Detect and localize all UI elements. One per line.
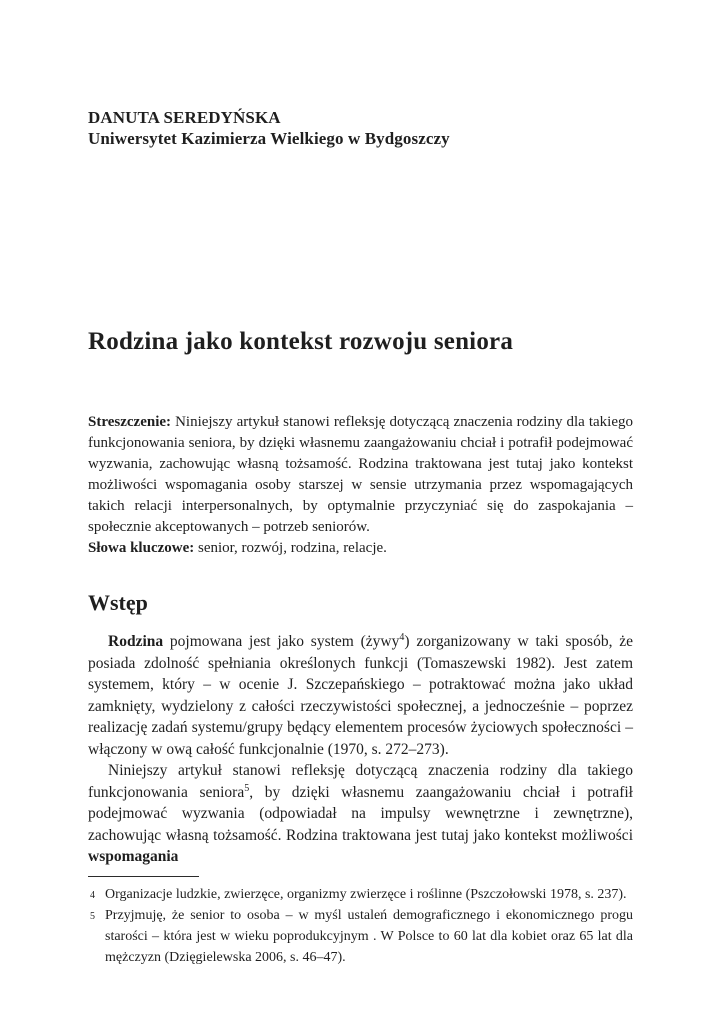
footnote-5-marker: 5 xyxy=(90,910,95,922)
footnote-reference-5: 5 xyxy=(244,782,250,794)
footnote-4-marker: 4 xyxy=(90,889,95,901)
abstract-text: Niniejszy artykuł stanowi refleksję dotyczącą znaczenia rodziny dla takiego funkcjonowania seniora, by dzięki własnemu zaangażowaniu chciał i potrafił podejmować wyzwania, zachowując własną tożsamość. Rodzina traktowana jest tutaj jako kontekst możliwości wspomagania osoby starszej w sensie utrzymania przez wspomagających takich relacji interpersonalnych, by optymalnie przyczyniać się do zaspokajania – społecznie akceptowanych – potrzeb seniorów. xyxy=(88,414,634,535)
author-affiliation: Uniwersytet Kazimierza Wielkiego w Bydgoszczy xyxy=(88,129,450,148)
paragraph-1-text-a: pojmowana jest jako system (żywy xyxy=(163,633,400,650)
article-title: Rodzina jako kontekst rozwoju seniora xyxy=(88,328,514,355)
author-name: DANUTA SEREDYŃSKA xyxy=(88,108,281,127)
footnote-4 xyxy=(88,884,633,905)
paragraph-1-lead-bold: Rodzina xyxy=(108,633,164,650)
abstract-paragraph xyxy=(88,412,633,538)
paragraph-2-tail-bold: wspomagania xyxy=(88,848,179,865)
author-block xyxy=(88,0,633,149)
paragraph-2-text-b: , by dzięki własnemu zaangażowaniu chciał i potrafił podejmować wyzwania (odpowiadał na impulsy wewnętrzne i zewnętrzne), zachowując własną tożsamość. Rodzina traktowana jest tutaj jako kontekst możliwości xyxy=(88,783,633,844)
footnote-4-text: Organizacje ludzkie, zwierzęce, organizmy zwierzęce i roślinne (Pszczołowski 1978, s. 237). xyxy=(105,886,627,902)
abstract-label: Streszczenie: xyxy=(88,414,172,430)
footnote-5-text: Przyjmuję, że senior to osoba – w myśl ustaleń demograficznego i ekonomicznego progu starości – która jest w wieku poprodukcyjnym . W Polsce to 60 lat dla kobiet oraz 65 lat dla mężczyzn (Dzięgielewska 2006, s. 46–47). xyxy=(105,907,633,965)
body-text xyxy=(88,631,633,868)
footnote-reference-4: 4 xyxy=(399,631,405,643)
page-content xyxy=(88,0,633,968)
keywords-text: senior, rozwój, rodzina, relacje. xyxy=(198,540,387,556)
body-paragraph-2 xyxy=(88,760,633,868)
section-heading-wstep: Wstęp xyxy=(88,590,148,615)
paragraph-1-text-b: ) zorganizowany w taki sposób, że posiada zdolność spełniania określonych funkcji (Tomaszewski 1982). Jest zatem systemem, który – w ocenie J. Szczepańskiego – potraktować można jako układ zamknięty, wydzielony z całości rzeczywistości społecznej, a jednocześnie – poprzez realizację zadań systemu/grupy będący elementem procesów życiowych społeczności – włączony w ową całość funkcjonalnie (1970, s. 272–273). xyxy=(88,633,633,758)
keywords-line xyxy=(88,538,633,559)
footnote-separator-rule xyxy=(88,876,199,877)
footnote-5 xyxy=(88,905,633,968)
keywords-label: Słowa kluczowe: xyxy=(88,540,195,556)
footnotes-block xyxy=(88,884,633,968)
paragraph-2-text-a: Niniejszy artykuł stanowi refleksję dotyczącą znaczenia rodziny dla takiego funkcjonowania seniora xyxy=(88,762,633,801)
body-paragraph-1 xyxy=(88,631,633,760)
